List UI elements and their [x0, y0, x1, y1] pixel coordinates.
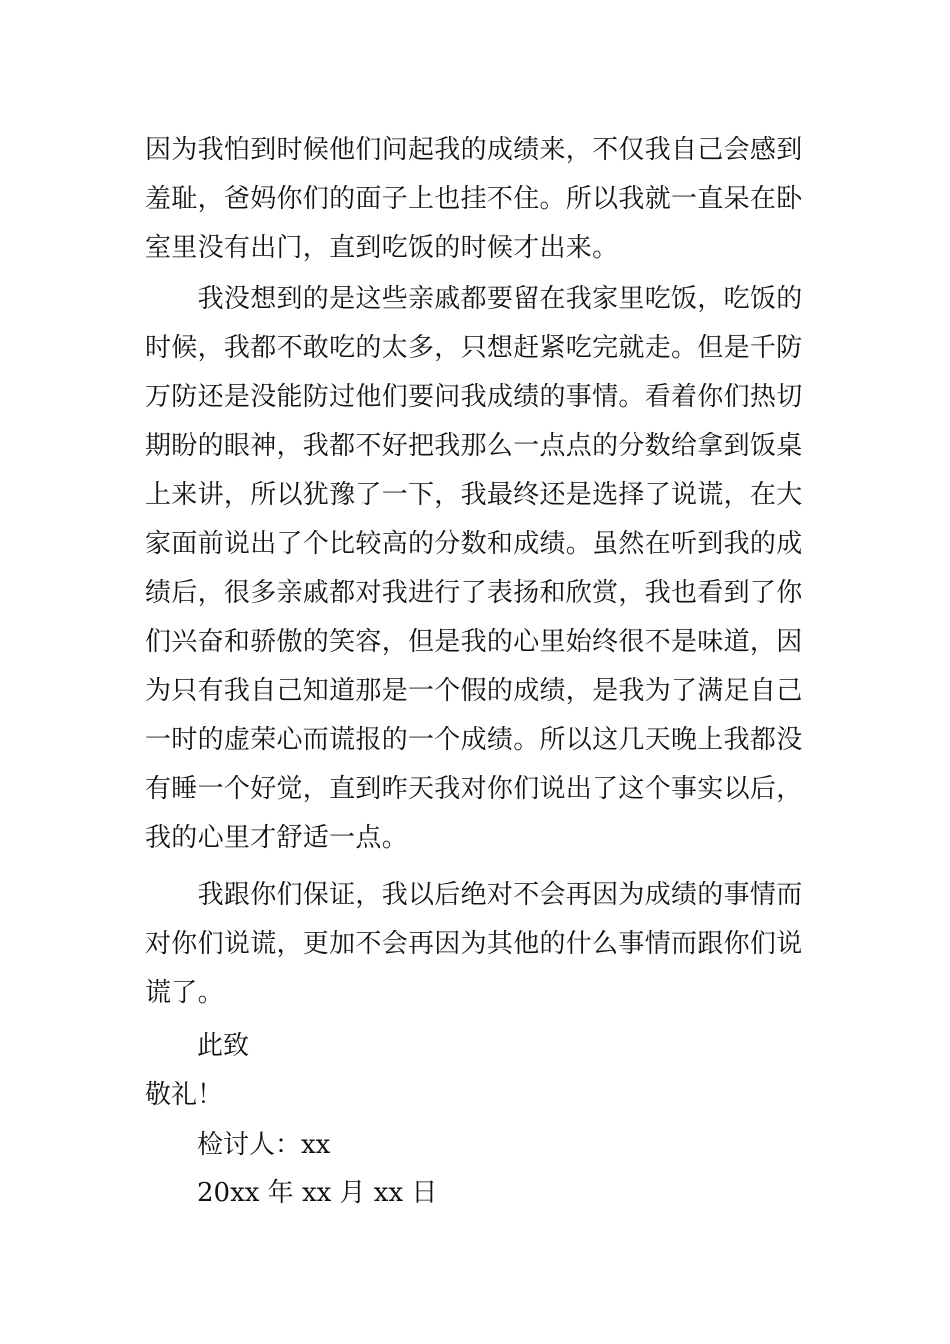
paragraph-1: 因为我怕到时候他们问起我的成绩来，不仅我自己会感到 羞耻，爸妈你们的面子上也挂不住。所以我就一直呆在卧 室里没有出门，直到吃饭的时候才出来。 [145, 135, 803, 263]
paragraph-2: 我没想到的是这些亲戚都要留在我家里吃饭，吃饭的 时候，我都不敢吃的太多，只想赶紧吃完就走。但是千防 万防还是没能防过他们要问我成绩的事情。看着你们热切 期盼的眼神，我都不好把我那么一点点的分数给拿到饭桌 上来讲，所以犹豫了一下，我最终还是选择了说谎，在大 家面前说出了个比较高的分数和成绩。虽然在听到我的成 绩后，很多亲戚都对我进行了表扬和欣赏，我也看到了你 们兴奋和骄傲的笑容，但是我的心里始终很不是味道，因 为只有我自己知道那是一个假的成绩，是我为了满足自己 一时的虚荣心而谎报的一个成绩。所以这几天晚上我都没 有睡一个好觉，直到昨天我对你们说出了这个事实以后， 我的心里才舒适一点。 [145, 284, 803, 853]
closing-regards: 敬礼！ [145, 1080, 224, 1110]
signature-line: 检讨人：xx [197, 1130, 331, 1160]
paragraph-3: 我跟你们保证，我以后绝对不会再因为成绩的事情而 对你们说谎，更加不会再因为其他的什么事情而跟你们说 谎了。 [145, 880, 803, 1008]
closing-salutation: 此致 [197, 1031, 250, 1061]
date-line: 20xx 年 xx 月 xx 日 [197, 1178, 438, 1208]
